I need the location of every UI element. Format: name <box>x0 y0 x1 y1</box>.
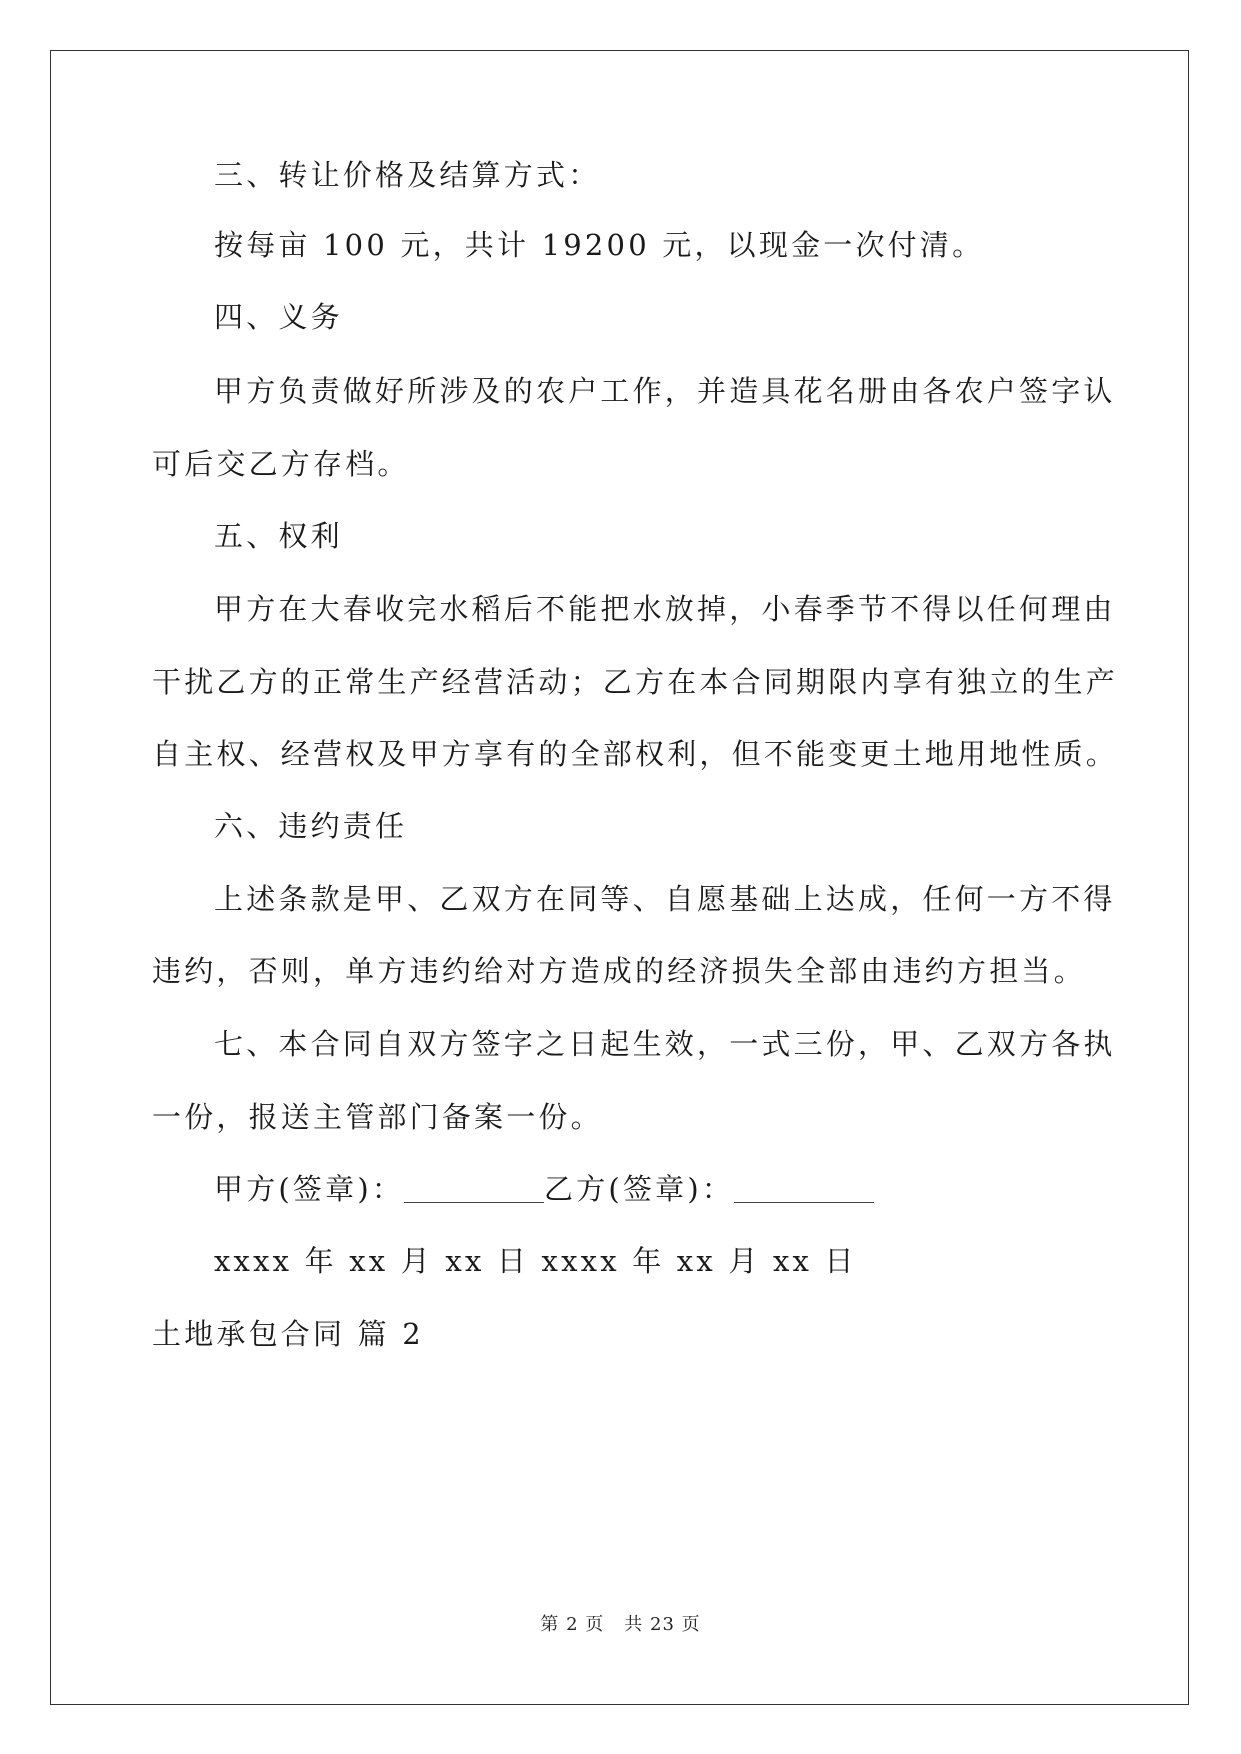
date-line: xxxx 年 xx 月 xx 日 xxxx 年 xx 月 xx 日 <box>214 1244 857 1278</box>
page-footer <box>0 1610 1241 1636</box>
section-7-line-1: 七、本合同自双方签字之日起生效，一式三份，甲、乙双方各执 <box>214 1027 1116 1061</box>
breach-paragraph-line-2: 违约，否则，单方违约给对方造成的经济损失全部由违约方担当。 <box>152 954 1086 988</box>
page-total: 共 23 页 <box>624 1614 701 1635</box>
next-contract-title: 土地承包合同 篇 2 <box>152 1317 424 1351</box>
rights-paragraph-line-2: 干扰乙方的正常生产经营活动；乙方在本合同期限内享有独立的生产 <box>152 665 1119 699</box>
party-a-signature-label: 甲方(签章)： <box>214 1172 405 1206</box>
price-paragraph: 按每亩 100 元，共计 19200 元，以现金一次付清。 <box>214 228 985 262</box>
section-3-heading: 三、转让价格及结算方式： <box>214 158 601 192</box>
breach-paragraph-line-1: 上述条款是甲、乙双方在同等、自愿基础上达成，任何一方不得 <box>214 882 1116 916</box>
rights-paragraph-line-1: 甲方在大春收完水稻后不能把水放掉，小春季节不得以任何理由 <box>214 592 1116 626</box>
rights-paragraph-line-3: 自主权、经营权及甲方享有的全部权利，但不能变更土地用地性质。 <box>152 737 1119 771</box>
section-4-heading: 四、义务 <box>214 300 343 334</box>
party-b-signature-blank <box>734 1174 874 1203</box>
signature-line <box>152 1169 1154 1209</box>
party-a-signature-blank <box>404 1174 544 1203</box>
section-6-heading: 六、违约责任 <box>214 809 408 843</box>
obligation-paragraph-line-1: 甲方负责做好所涉及的农户工作，并造具花名册由各农户签字认 <box>214 374 1116 408</box>
section-5-heading: 五、权利 <box>214 519 343 553</box>
page-number: 第 2 页 <box>540 1614 605 1635</box>
party-b-signature-label: 乙方(签章)： <box>544 1172 735 1206</box>
obligation-paragraph-line-2: 可后交乙方存档。 <box>152 447 410 481</box>
section-7-line-2: 一份，报送主管部门备案一份。 <box>152 1100 603 1134</box>
